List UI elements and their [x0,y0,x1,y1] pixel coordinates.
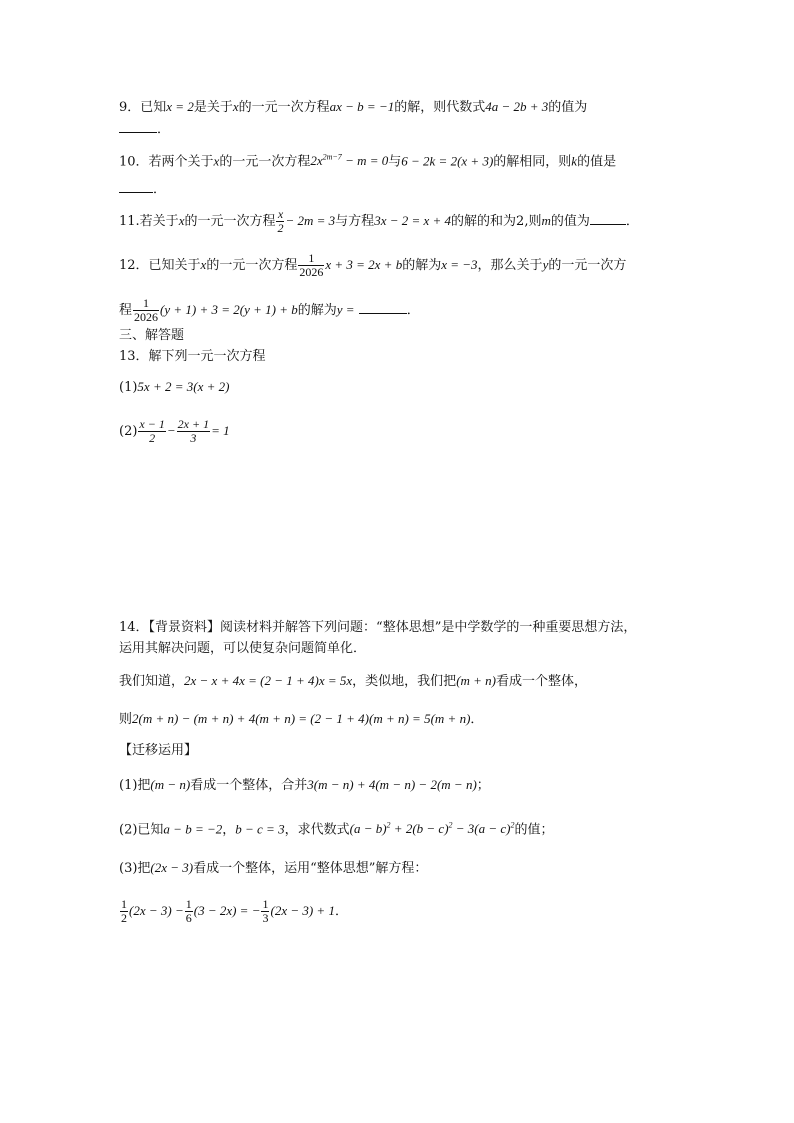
q12-answer-blank[interactable] [359,301,407,314]
q9-answer-line: ． [119,120,170,138]
q11-fraction: $\frac{x}{2}$ [277,207,284,235]
question-9: 9．已知x = 2是关于x的一元一次方程ax − b = −1的解，则代数式4a − 2b + 3的值为 [119,99,588,115]
question-12-line-2: 程 $\frac{1}{2026}$ (y + 1) + 3 = 2(y + 1) + b的解为y = ． [119,296,420,324]
q14-subtitle: 【迁移运用】 [119,743,198,758]
question-13: 13．解下列一元一次方程 [119,349,266,364]
q11-equation-2: 3x − 2 = x + 4 [374,213,452,228]
question-12: 12．已知关于x的一元一次方程 $\frac{1}{2026}$ x + 3 = 2x + b的解为x = −3，那么关于y的一元一次方 [119,251,627,279]
q14-part-2: (2)已知a − b = −2，b − c = 3，求代数式$(a - b)^2 + 2(b - c)^2 - 3(a - c)^2$的值； [119,821,554,838]
q12-fraction: $\frac{1}{2026}$ [299,251,324,279]
q10-answer-line: ． [119,180,166,198]
question-14-line-3: 我们知道，2x − x + 4x = (2 − 1 + 4)x = 5x，类似地，我们把(m + n)看成一个整体， [119,673,588,689]
q10-equation-1: $2x^{2m-7} - m = 0$ [310,153,389,169]
q11-answer-blank[interactable] [590,212,626,225]
question-14-line-4: 则2(m + n) − (m + n) + 4(m + n) = (2 − 1 + 4)(m + n) = 5(m + n)． [119,711,484,727]
q9-equation: ax − b = −1 [329,99,395,114]
q9-eq1: x = 2 [166,99,194,114]
q13-part-2: (2) $\frac{x - 1}{2}$ − $\frac{2x + 1}{3}$ = 1 [119,417,230,445]
question-10: 10．若两个关于x的一元一次方程$2x^{2m-7} - m = 0$与6 − 2k = 2(x + 3)的解相同，则k的值是 [119,153,617,170]
q14-part-3-equation: $\frac{1}{2}$ (2x − 3) − $\frac{1}{6}$ (3 − 2x) = − $\frac{1}{3}$ (2x − 3) + 1． [121,897,348,925]
q14-part-1: (1)把(m − n)看成一个整体，合并3(m − n) + 4(m − n) − 2(m − n)； [119,777,490,793]
q13-part-1: (1)5x + 2 = 3(x + 2) [119,379,230,395]
q9-answer-blank[interactable] [119,120,157,133]
q10-answer-blank[interactable] [119,180,153,193]
question-14-line-1: 14．【背景资料】阅读材料并解答下列问题：“整体思想”是中学数学的一种重要思想方法， [119,620,637,635]
q9-label: 9．已知 [119,100,167,115]
q12-fraction-2: $\frac{1}{2026}$ [134,296,159,324]
q9-expression: 4a − 2b + 3 [485,99,549,114]
question-11: 11.若关于x的一元一次方程 $\frac{x}{2}$ − 2m = 3与方程3x − 2 = x + 4的解的和为2,则m的值为 ． [119,207,639,235]
q10-equation-2: 6 − 2k = 2(x + 3) [401,153,494,169]
section-title: 三、解答题 [119,328,185,343]
question-14-line-2: 运用其解决问题，可以使复杂问题简单化． [119,641,367,656]
q14-part-3: (3)把(2x − 3)看成一个整体，运用“整体思想”解方程： [119,860,428,876]
